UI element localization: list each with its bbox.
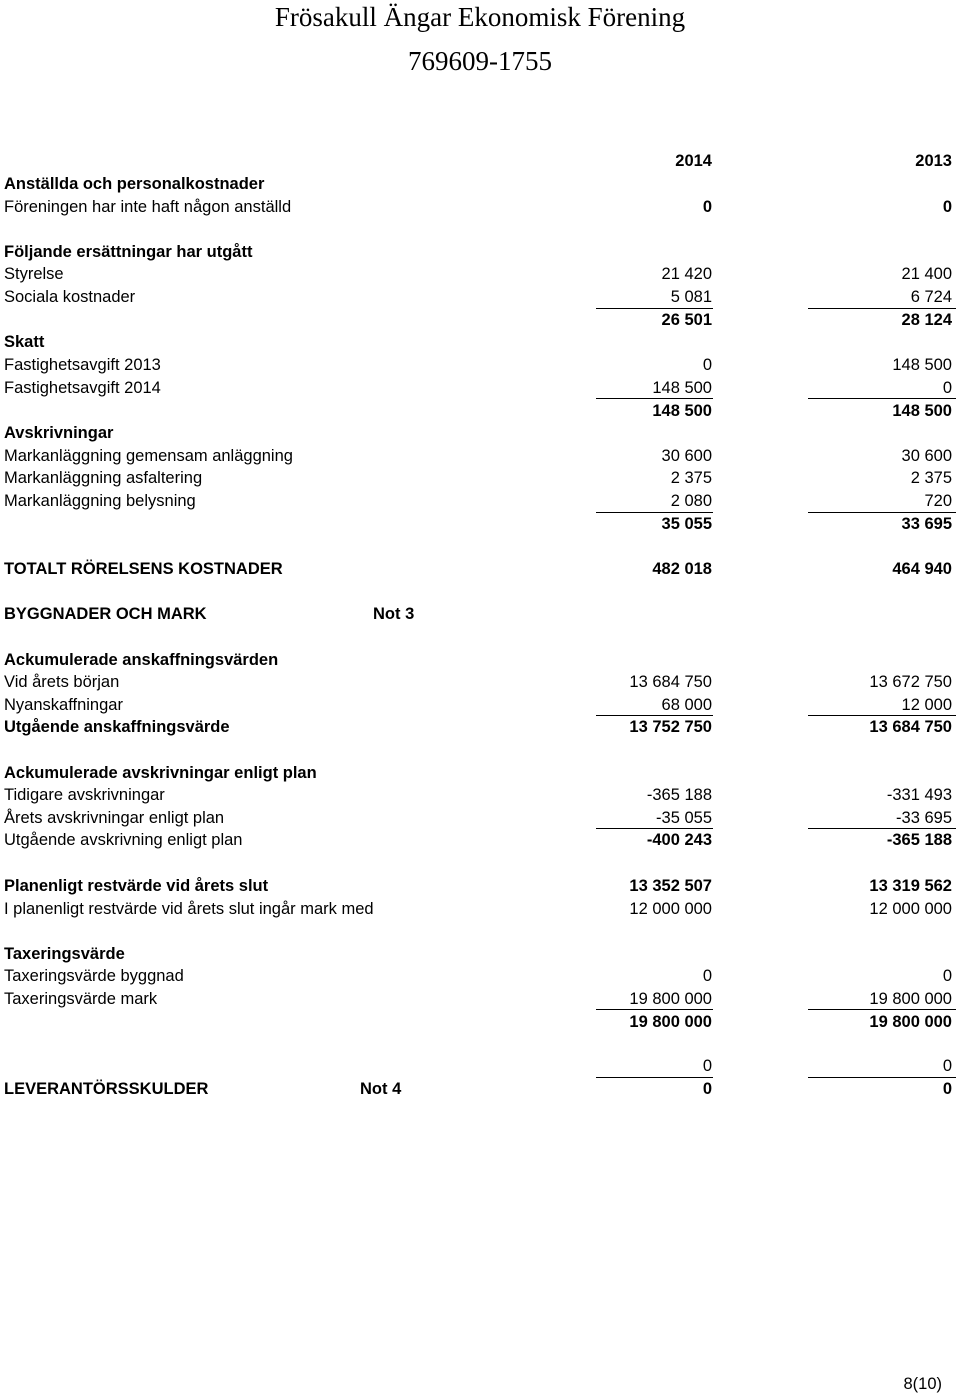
value-2014: 5 081 [670,288,712,306]
row-label: Utgående avskrivning enligt plan [4,831,243,849]
section-heading-avskrivningar: Avskrivningar [4,424,114,442]
value-2013: 19 800 000 [869,990,952,1008]
sum-underline [596,1009,713,1010]
total-2013: 28 124 [901,311,952,329]
section-heading-ersattningar: Följande ersättningar har utgått [4,243,253,261]
value-2013: 0 [942,1057,952,1075]
sum-underline [596,398,713,399]
value-2014: 21 420 [661,265,712,283]
row-label: Fastighetsavgift 2013 [4,356,161,374]
sum-underline [808,715,956,716]
section-heading-skatt: Skatt [4,333,45,351]
value-2014: -365 188 [646,786,712,804]
total-operating-costs-label: TOTALT RÖRELSENS KOSTNADER [4,560,283,578]
sum-underline [596,512,713,513]
section-heading-leverantor: LEVERANTÖRSSKULDER [4,1080,209,1098]
subsection-heading: Ackumulerade avskrivningar enligt plan [4,764,317,782]
page-number: 8(10) [903,1375,942,1393]
value-2013: 720 [924,492,952,510]
value-2013: 0 [942,379,952,397]
value-2013: 30 600 [901,447,952,465]
row-label: Styrelse [4,265,64,283]
row-label: Tidigare avskrivningar [4,786,165,804]
sum-underline [596,1077,713,1078]
year-2013-header: 2013 [915,152,952,170]
section-heading-personal: Anställda och personalkostnader [4,175,265,193]
total-2013: -365 188 [886,831,952,849]
row-label: Taxeringsvärde mark [4,990,158,1008]
row-label: Markanläggning gemensam anläggning [4,447,293,465]
value-2013: 0 [942,198,952,216]
sum-underline [808,1009,956,1010]
total-2013: 19 800 000 [869,1013,952,1031]
row-label: Fastighetsavgift 2014 [4,379,161,397]
value-2014: 0 [702,198,712,216]
row-label: Föreningen har inte haft någon anställd [4,198,292,216]
total-2014: 19 800 000 [629,1013,712,1031]
total-2013: 148 500 [892,402,952,420]
row-label: Markanläggning belysning [4,492,196,510]
value-2013: 12 000 [901,696,952,714]
value-2014: 12 000 000 [629,900,712,918]
total-2014: 35 055 [661,515,712,533]
row-label: Planenligt restvärde vid årets slut [4,877,269,895]
value-2014: 19 800 000 [629,990,712,1008]
sum-underline [808,512,956,513]
sum-underline [808,1077,956,1078]
total-2014: -400 243 [646,831,712,849]
row-label: Nyanskaffningar [4,696,123,714]
value-2014: 68 000 [661,696,712,714]
value-2014: 0 [702,1057,712,1075]
value-2014: 0 [702,1080,712,1098]
total-operating-costs-2014: 482 018 [652,560,712,578]
value-2014: 2 080 [670,492,712,510]
row-label: Markanläggning asfaltering [4,469,203,487]
year-2014-header: 2014 [675,152,712,170]
value-2014: 13 684 750 [629,673,712,691]
value-2014: 2 375 [670,469,712,487]
section-heading-taxering: Taxeringsvärde [4,945,125,963]
total-operating-costs-2013: 464 940 [892,560,952,578]
value-2014: 148 500 [652,379,712,397]
total-2013: 33 695 [901,515,952,533]
total-2013: 13 684 750 [869,718,952,736]
sum-underline [808,828,956,829]
row-label: Taxeringsvärde byggnad [4,967,184,985]
association-name: Frösakull Ängar Ekonomisk Förening [274,2,686,32]
value-2014: 30 600 [661,447,712,465]
value-2013: 0 [942,967,952,985]
row-label: I planenligt restvärde vid årets slut ingår mark med [4,900,374,918]
value-2014: 0 [702,356,712,374]
value-2014: -35 055 [656,809,712,827]
value-2013: 21 400 [901,265,952,283]
sum-underline [596,828,713,829]
row-label: Vid årets början [4,673,120,691]
note-reference: Not 3 [373,605,415,623]
row-label: Årets avskrivningar enligt plan [4,809,225,827]
sum-underline [596,715,713,716]
row-label: Utgående anskaffningsvärde [4,718,230,736]
sum-underline [596,308,713,309]
section-heading-byggnader: BYGGNADER OCH MARK [4,605,207,623]
note-reference: Not 4 [360,1080,402,1098]
value-2013: 13 319 562 [869,877,952,895]
organization-number: 769609-1755 [408,46,552,76]
total-2014: 26 501 [661,311,712,329]
value-2013: 13 672 750 [869,673,952,691]
sum-underline [808,308,956,309]
value-2013: 6 724 [910,288,952,306]
value-2014: 0 [702,967,712,985]
value-2013: -331 493 [886,786,952,804]
subsection-heading: Ackumulerade anskaffningsvärden [4,651,279,669]
total-2014: 13 752 750 [629,718,712,736]
total-2014: 148 500 [652,402,712,420]
value-2013: 0 [942,1080,952,1098]
value-2013: -33 695 [896,809,952,827]
row-label: Sociala kostnader [4,288,136,306]
value-2013: 2 375 [910,469,952,487]
value-2013: 12 000 000 [869,900,952,918]
value-2014: 13 352 507 [629,877,712,895]
value-2013: 148 500 [892,356,952,374]
sum-underline [808,398,956,399]
